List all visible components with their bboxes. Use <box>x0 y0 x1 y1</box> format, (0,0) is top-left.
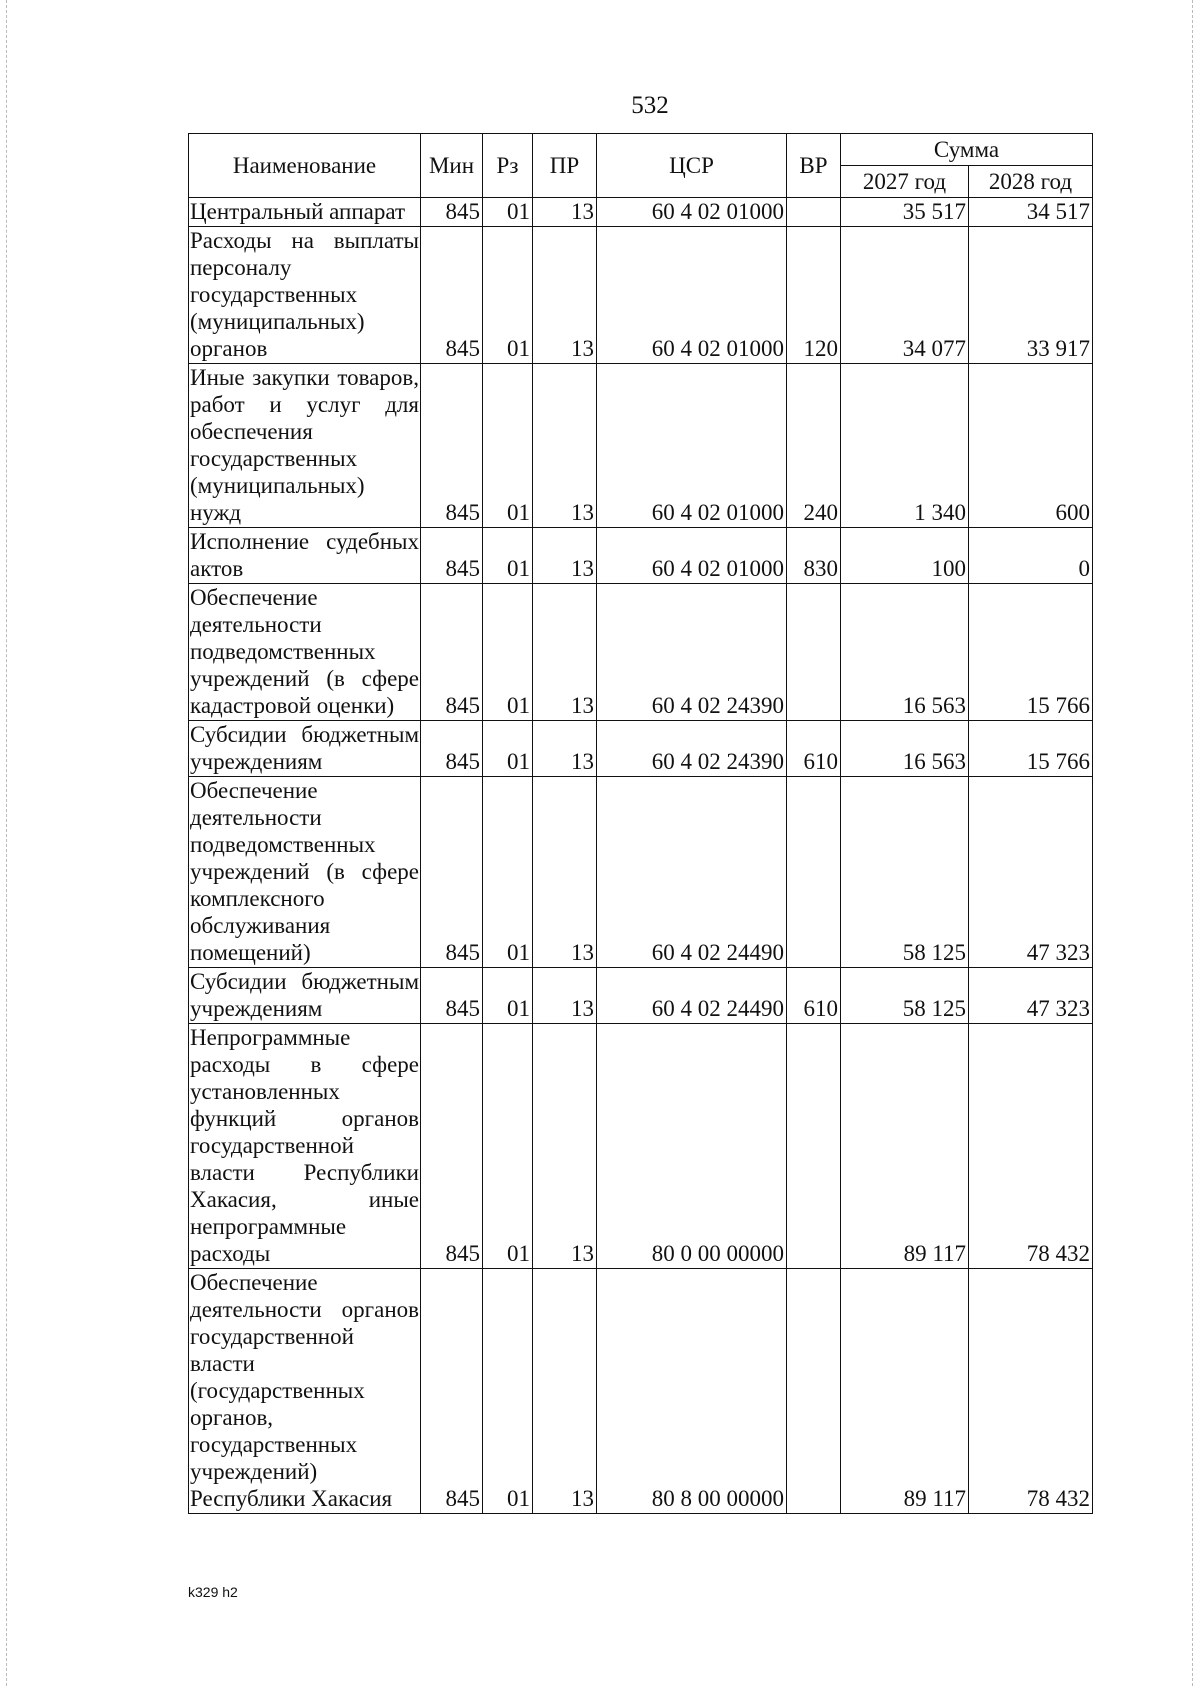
row-csr: 80 8 00 00000 <box>597 1269 787 1514</box>
row-csr: 60 4 02 24490 <box>597 777 787 968</box>
row-min: 845 <box>421 1269 483 1514</box>
table-body <box>189 198 1093 1514</box>
budget-table <box>188 133 1093 1514</box>
row-csr: 60 4 02 24390 <box>597 721 787 777</box>
header-pr: ПР <box>533 134 597 198</box>
row-csr: 60 4 02 01000 <box>597 227 787 364</box>
row-sum-2027: 16 563 <box>841 584 969 721</box>
row-rz: 01 <box>483 528 533 584</box>
row-sum-2028: 34 517 <box>969 198 1093 227</box>
row-name: Обеспечение деятельности подведомственных учреждений (в сфере комплексного обслуживания помещений) <box>189 777 421 968</box>
table-row <box>189 721 1093 777</box>
row-sum-2027: 58 125 <box>841 968 969 1024</box>
row-sum-2027: 100 <box>841 528 969 584</box>
table-row <box>189 198 1093 227</box>
header-vr: ВР <box>787 134 841 198</box>
row-sum-2028: 600 <box>969 364 1093 528</box>
row-sum-2027: 34 077 <box>841 227 969 364</box>
row-rz: 01 <box>483 968 533 1024</box>
page-number: 532 <box>631 92 669 119</box>
row-vr <box>787 1024 841 1269</box>
row-min: 845 <box>421 777 483 968</box>
table-row <box>189 528 1093 584</box>
scan-edge-right <box>1192 0 1193 1686</box>
table-row <box>189 1024 1093 1269</box>
row-rz: 01 <box>483 1024 533 1269</box>
row-sum-2027: 89 117 <box>841 1269 969 1514</box>
row-pr: 13 <box>533 198 597 227</box>
row-min: 845 <box>421 584 483 721</box>
row-sum-2027: 35 517 <box>841 198 969 227</box>
row-pr: 13 <box>533 721 597 777</box>
row-sum-2028: 78 432 <box>969 1269 1093 1514</box>
row-sum-2027: 58 125 <box>841 777 969 968</box>
row-min: 845 <box>421 198 483 227</box>
row-name: Субсидии бюджетным учреждениям <box>189 968 421 1024</box>
row-vr <box>787 198 841 227</box>
row-vr <box>787 584 841 721</box>
row-pr: 13 <box>533 968 597 1024</box>
row-name: Обеспечение деятельности подведомственных учреждений (в сфере кадастровой оценки) <box>189 584 421 721</box>
row-rz: 01 <box>483 227 533 364</box>
row-vr: 120 <box>787 227 841 364</box>
row-min: 845 <box>421 364 483 528</box>
row-name: Исполнение судебных актов <box>189 528 421 584</box>
row-sum-2028: 47 323 <box>969 777 1093 968</box>
row-vr <box>787 1269 841 1514</box>
row-csr: 60 4 02 01000 <box>597 364 787 528</box>
row-name: Обеспечение деятельности органов государственной власти (государственных органов, государственных учреждений) Республики Хакасия <box>189 1269 421 1514</box>
row-sum-2028: 0 <box>969 528 1093 584</box>
row-pr: 13 <box>533 584 597 721</box>
row-pr: 13 <box>533 364 597 528</box>
row-rz: 01 <box>483 1269 533 1514</box>
row-name: Центральный аппарат <box>189 198 421 227</box>
row-sum-2028: 15 766 <box>969 721 1093 777</box>
row-sum-2028: 47 323 <box>969 968 1093 1024</box>
row-name: Расходы на выплаты персоналу государственных (муниципальных) органов <box>189 227 421 364</box>
row-pr: 13 <box>533 528 597 584</box>
row-csr: 60 4 02 24490 <box>597 968 787 1024</box>
header-min: Мин <box>421 134 483 198</box>
row-name: Иные закупки товаров, работ и услуг для обеспечения государственных (муниципальных) нужд <box>189 364 421 528</box>
row-name: Непрограммные расходы в сфере установленных функций органов государственной власти Республики Хакасия, иные непрограммные расходы <box>189 1024 421 1269</box>
row-vr: 610 <box>787 721 841 777</box>
row-vr: 240 <box>787 364 841 528</box>
header-name: Наименование <box>189 134 421 198</box>
table-row <box>189 364 1093 528</box>
row-pr: 13 <box>533 1024 597 1269</box>
row-min: 845 <box>421 968 483 1024</box>
row-rz: 01 <box>483 198 533 227</box>
row-sum-2028: 33 917 <box>969 227 1093 364</box>
table-row <box>189 584 1093 721</box>
row-rz: 01 <box>483 777 533 968</box>
row-name: Субсидии бюджетным учреждениям <box>189 721 421 777</box>
row-sum-2028: 78 432 <box>969 1024 1093 1269</box>
row-vr: 830 <box>787 528 841 584</box>
row-sum-2028: 15 766 <box>969 584 1093 721</box>
table-row <box>189 1269 1093 1514</box>
table-header <box>189 134 1093 198</box>
footer-code: k329 h2 <box>188 1584 238 1600</box>
row-sum-2027: 16 563 <box>841 721 969 777</box>
row-min: 845 <box>421 1024 483 1269</box>
row-pr: 13 <box>533 777 597 968</box>
row-vr: 610 <box>787 968 841 1024</box>
row-rz: 01 <box>483 584 533 721</box>
row-rz: 01 <box>483 721 533 777</box>
row-rz: 01 <box>483 364 533 528</box>
row-csr: 80 0 00 00000 <box>597 1024 787 1269</box>
header-year-2028: 2028 год <box>969 166 1093 198</box>
scan-edge-left <box>6 0 7 1686</box>
header-rz: Рз <box>483 134 533 198</box>
table-row <box>189 777 1093 968</box>
row-csr: 60 4 02 01000 <box>597 198 787 227</box>
row-vr <box>787 777 841 968</box>
row-pr: 13 <box>533 1269 597 1514</box>
table-row <box>189 227 1093 364</box>
row-sum-2027: 1 340 <box>841 364 969 528</box>
row-csr: 60 4 02 01000 <box>597 528 787 584</box>
header-csr: ЦСР <box>597 134 787 198</box>
row-min: 845 <box>421 721 483 777</box>
row-pr: 13 <box>533 227 597 364</box>
row-min: 845 <box>421 227 483 364</box>
row-min: 845 <box>421 528 483 584</box>
header-sum: Сумма <box>841 134 1093 166</box>
header-year-2027: 2027 год <box>841 166 969 198</box>
row-csr: 60 4 02 24390 <box>597 584 787 721</box>
table-row <box>189 968 1093 1024</box>
row-sum-2027: 89 117 <box>841 1024 969 1269</box>
